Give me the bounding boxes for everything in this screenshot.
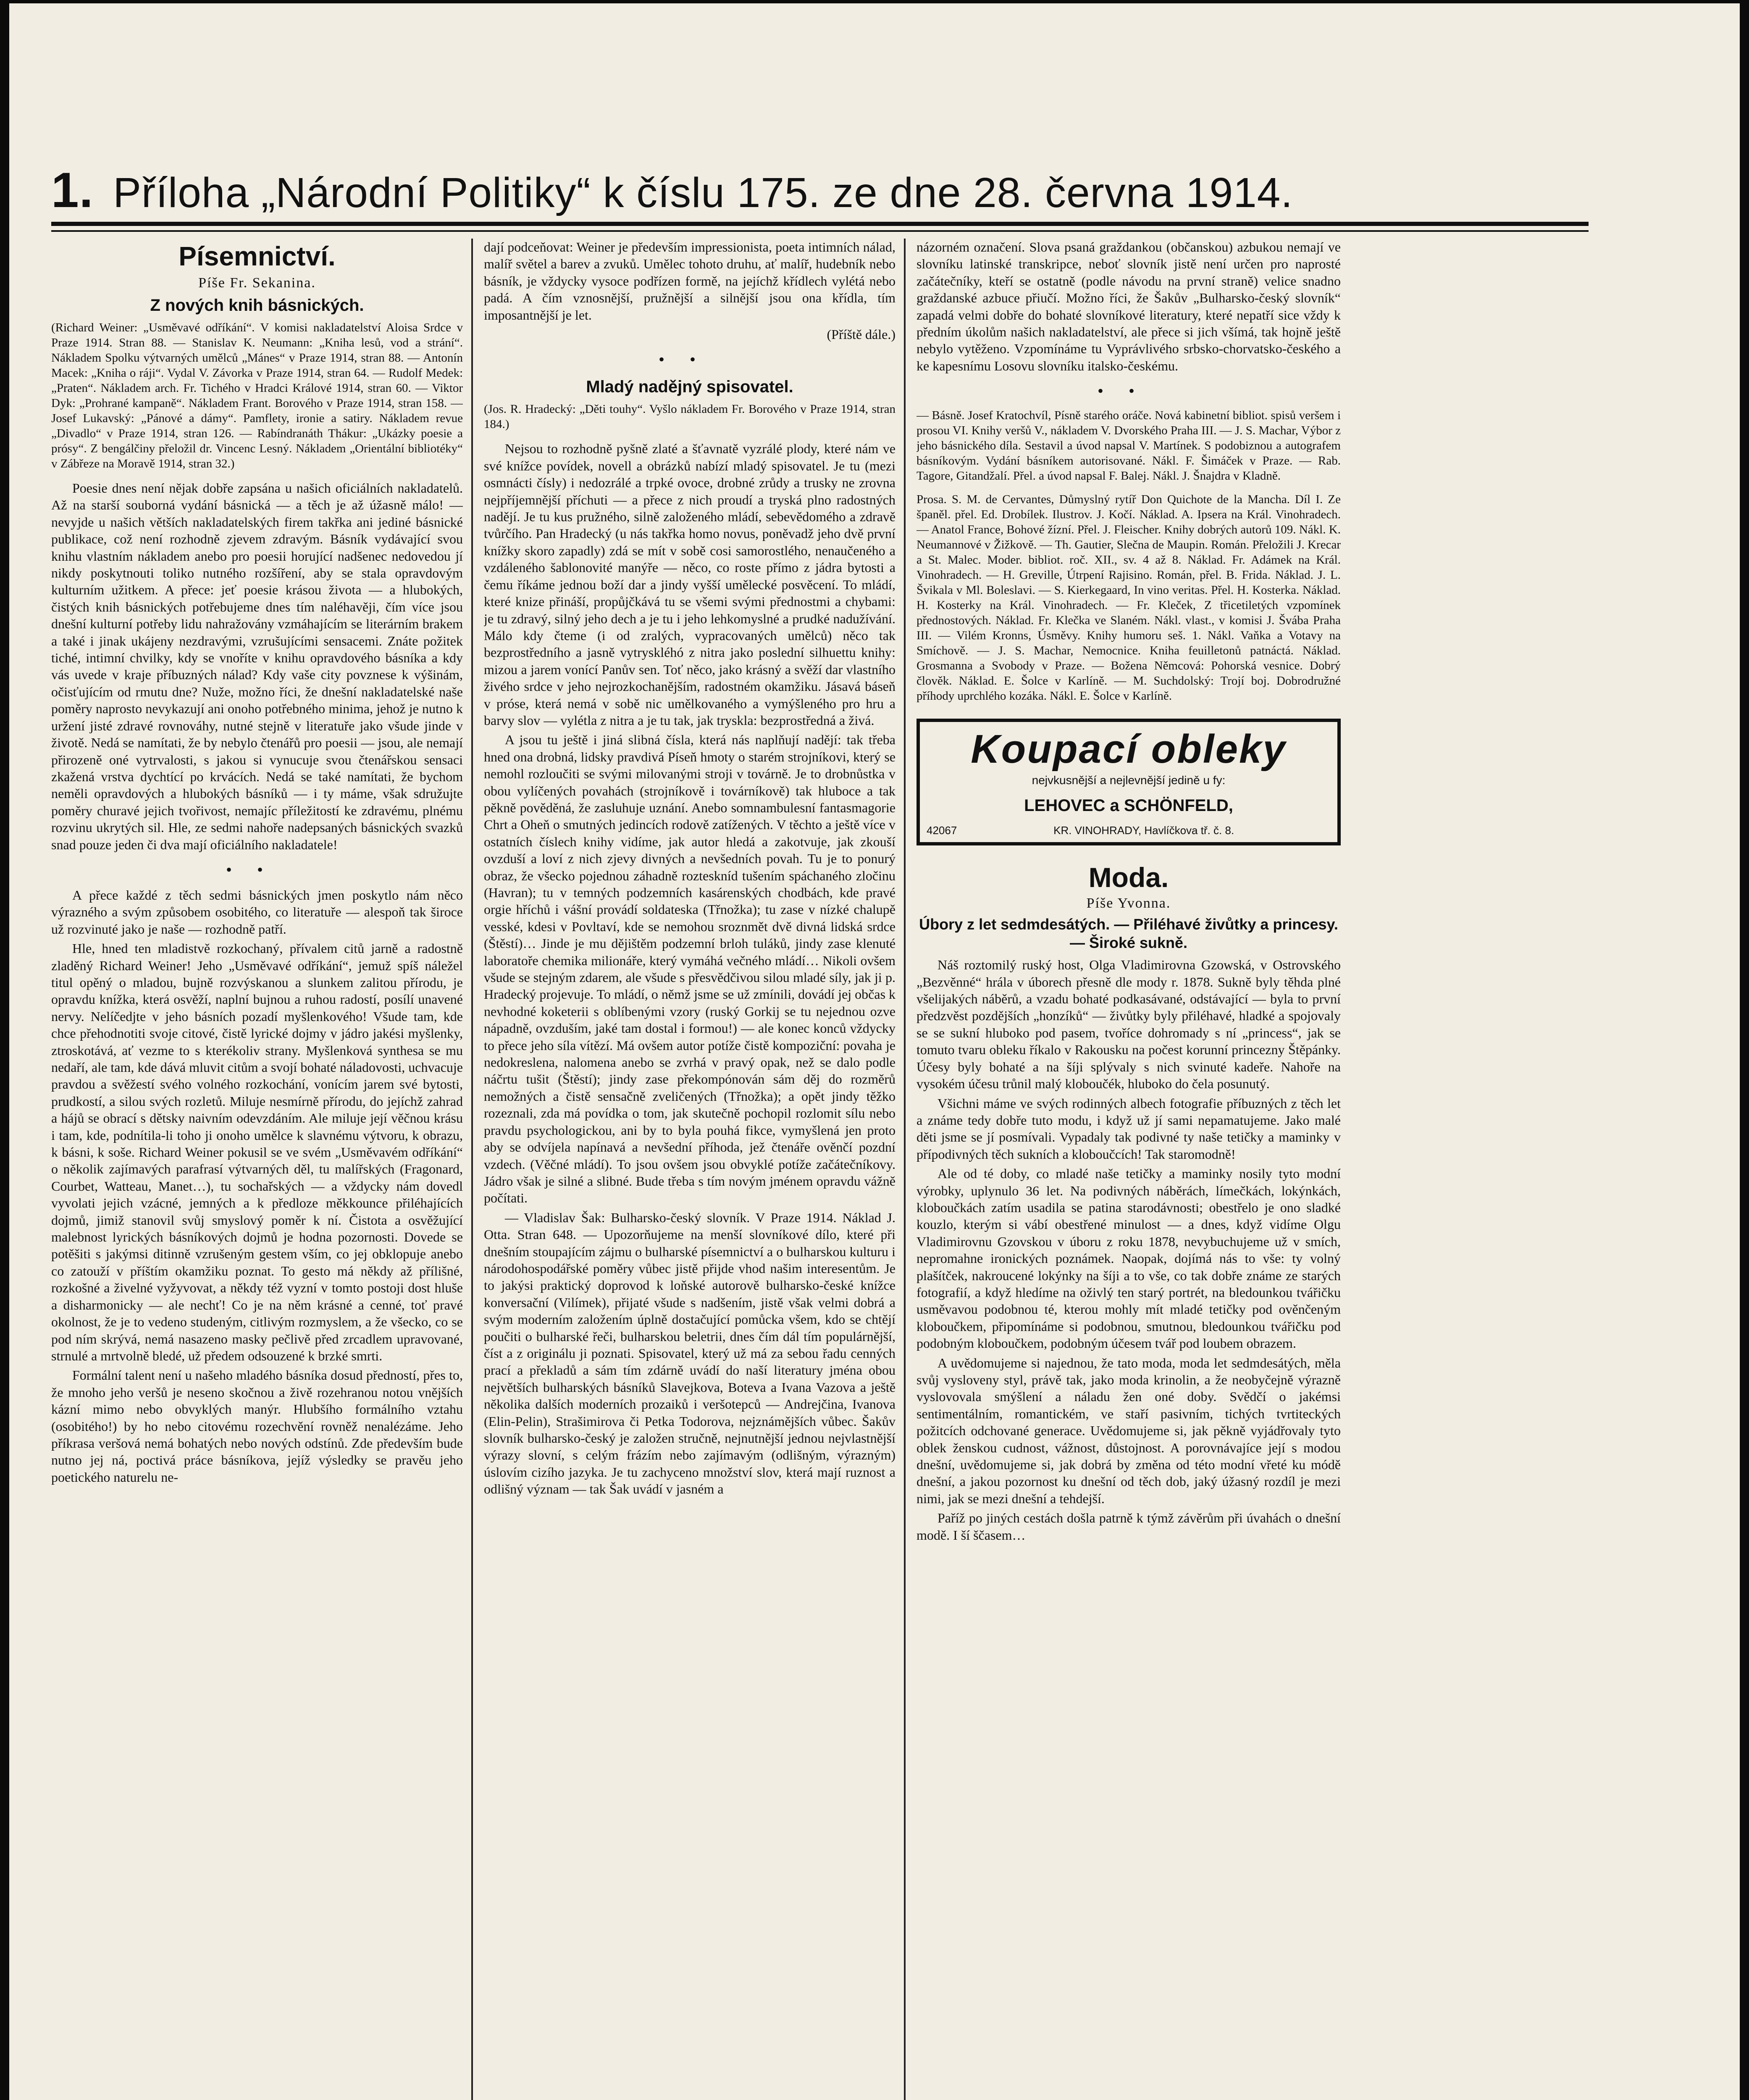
bibliography: (Jos. R. Hradecký: „Děti touhy“. Vyšlo nákladem Fr. Borového v Praze 1914, stran 184.): [484, 402, 896, 431]
paragraph: názorném označení. Slova psaná graždankou (občanskou) azbukou nemají ve slovníku latinské transkripce, neboť slovník jistě není určen pro naprosté začátečníky, kteří se ostatně (podle návodu na první straně) velice snadno graždanské azbuce přiučí. Možno říci, že Šakův „Bulharsko-český slovník“ zapadá velmi dobře do bohaté slovníkové literatury, které nepatří sice vždy k předním úkolům našich nakladatelství, ale přece si jich všímá, tak hojně ještě nebylo vytěženo. Vzpomínáme tu Vyprávlivého srbsko-chorvatsko-českého a ke kapesnímu Losovu slovníku italsko-českému.: [917, 239, 1341, 373]
ad-firm: LEHOVEC a SCHÖNFELD,: [1024, 796, 1233, 815]
masthead-rule-thin: [51, 230, 1589, 232]
column-divider: [471, 239, 473, 2100]
advertisement: [917, 719, 1341, 845]
section-title: Moda.: [1088, 862, 1169, 893]
paragraph: A přece každé z těch sedmi básnických jmen poskytlo nám něco výrazného a svým způsobem osobitého, co literatuře — alespoň tak široce už rozvinuté jako je naše — rozhodně patří.: [51, 887, 463, 937]
byline: Píše Yvonna.: [1086, 895, 1171, 911]
paragraph: Všichni máme ve svých rodinných albech fotografie příbuzných z těch let a známe tedy dobře tuto modu, i když už jí sami nepamatujeme. Jako malé děti jsme se jí posmívali. Vypadaly tak podivné ty naše tetičky a maminky v přípodivných těch sukních a kloboučcích! Tak staromodně!: [917, 1095, 1341, 1162]
separator-dots: ••: [658, 350, 721, 369]
paragraph: dají podceňovat: Weiner je především impressionista, poeta intimních nálad, malíř světel a barev a zvuků. Umělec tohoto druhu, ať malíř, hudebník nebo básník, je vždycky vysoce podřízen formě, na jejíchž křídlech vylétá nebo padá. A čím vznosnější, pružnější a silnější jsou ona křídla, tím imposantnější je let.: [484, 239, 896, 323]
supplement-number: 1.: [51, 163, 94, 218]
ad-subtitle: nejvkusnější a nejlevnější jedině u fy:: [1032, 774, 1226, 787]
newspaper-page: [9, 3, 1740, 2100]
right-column: [917, 239, 1341, 2100]
masthead: [51, 163, 1622, 218]
ad-address: KR. VINOHRADY, Havlíčkova tř. č. 8.: [1053, 824, 1234, 837]
article-subhead: Mladý nadějný spisovatel.: [586, 378, 793, 396]
middle-column: [484, 239, 896, 2100]
paragraph: Formální talent není u našeho mladého básníka dosud předností, přes to, že mnoho jeho veršů je neseno skočnou a živě rozehranou notou vnějších kázní mimo nebo obvyklých manýr. Hlubšího formálního vztahu (osobitého!) by ho nebo citovému rozechvění rovněž nenalézáme. Jeho příkrasa veršová nemá bohatých nebo nových odstínů. Zde především bude nutno jej ná, poctivá práce básníkova, jejíž výsledky se pravěu jeho poetického naturelu ne-: [51, 1368, 463, 1485]
masthead-title: Příloha „Národní Politiky“ k číslu 175. ze dne 28. června 1914.: [113, 169, 1293, 216]
ad-title: Koupací obleky: [971, 727, 1287, 772]
bibliography: (Richard Weiner: „Usměvavé odříkání“. V komisi nakladatelství Aloisa Srdce v Praze 1914. Stran 88. — Stanislav K. Neumann: „Kniha lesů, vod a strání“. Nákladem Spolku výtvarných umělců „Mánes“ v Praze 1914, stran 88. — Antonín Macek: „Kniha o ráji“. Vydal V. Závorka v Praze 1914, stran 64. — Rudolf Medek: „Praten“. Nákladem arch. Fr. Tichého v Hradci Králové 1914, stran 60. — Viktor Dyk: „Prohrané kampaně“. Nákladem Frant. Borového v Praze 1914, stran 158. — Josef Lukavský: „Pánové a dámy“. Pamflety, ironie a satiry. Nákladem revue „Divadlo“ v Praze 1914, stran 126. — Rabíndranáth Thákur: „Ukázky poesie a prósy“. Z bengálčiny přeložil dr. Vincenc Lesný. Nákladem „Orientální bibliotéky“ v Zábřeze na Moravě 1914, stran 32.): [51, 321, 463, 470]
ad-id: 42067: [927, 824, 957, 837]
paragraph: Hle, hned ten mladistvě rozkochaný, přívalem citů jarně a radostně zladěný Richard Weiner! Jeho „Usměvavé odříkání“, jemuž spíš náležel titul opěný o mladou, bujně rozvýskanou a slunkem zalitou přírodu, je opravdu knížka, která osvěží, naplní bujnou a ruhou radostí, posílí unavené nervy. Nelíčedjte v jeho básních pozadí myšlenkového! Všude tam, kde chce přehodnotiti svoje citové, čistě lyrické dojmy v jádro jakési myšlenky, ztroskotává, ať vezme to s kterékoliv strany. Myšlenková synthesa se mu nedaří, ale tam, kde dává mluvit citům a svojí bohaté náladovosti, uchvacuje pravdou a svěžestí svého volného rozkochání, vonícím jarem své bytosti, prudkostí, a silou svých rozletů. Miluje nesmírně přírodu, do jejíchž zahrad a hájů se obrací s dětsky naivním odevzdáním. Ale miluje její věčnou krásu i tam, kde, podnítila-li toho ji onoho umělce k slavnému výtvoru, k obrazu, k básni, k soše. Richard Weiner pokusil se ve svém „Usměvavém odříkání“ o několik zajímavých parafrasí výtvarných děl, tu malířských (Fragonard, Courbet, Watteau, Manet…), tu sochařských — a vždycky nám dovedl vyvolati jejich vzácné, jemných a k předloze měkkounce přiléhajících dojmů, jimiž stanovil svůj smyslový poměr k ní. Čistota a osvěžující malebnost lyrických básníkových dojmů je hodna pozornosti. Dovede se potěšiti s jakýmsi ditinně vzrušeným gestem vším, co jej obklopuje anebo co zatouží v příštím okamžiku poznat. To gesto má někdy až přílišné, rozkošné a živelné vyžyvovat, a někdy též vyzní v tomto postoji dost hluše a disharmonicky — ale nechť! Co je na něm krásné a cenné, toť pravé okolnost, že je to vedeno studeným, citlivým rozmyslem, a že všecko, co se pod ním skrývá, nemá nasazeno masky pečlivě před zrcadlem upravované, strnulé a mrtvolně bledé, už předem odsouzené k brzké smrti.: [51, 941, 463, 1363]
article-subhead: Z nových knih básnických.: [150, 296, 364, 315]
paragraph: Ale od té doby, co mladé naše tetičky a maminky nosily tyto modní výrobky, uplynulo 36 let. Na podivných náběrách, límečkách, lokýnkách, kloboučkách zatím usadila se patina starodávnosti; obestřelo je ono sladké kouzlo, kterým si vábí obestřené minulost — a dnes, když vidíme Olgu Vladimirovnu Gzovskou v úboru z roku 1878, nevybuchujeme už v smích, nepromahne ironických poznámek. Naopak, dojímá nás to vše: ty volný plašítček, nakroucené lokýnky na šíji a to vše, co tak dobře známe ze starých fotografií, a když hledíme na oživlý ten starý portrét, na bledounkou tvářičku usměvavou podobnou té, kterou mohly mít mladé tetičky pod ověnčeným kloboučkem, připomínáme si podobnou, smutnou, bledounkou tvářičku pod podobným kloboučkem, podobným účesem tvář pod loubem obrazem.: [917, 1166, 1341, 1351]
paragraph: Poesie dnes není nějak dobře zapsána u našich oficiálních nakladatelů. Až na starší souborná vydání básnická — a těch je až úžasně málo! — nevyjde u našich větších nakladatelských firem takřka ani jediné básnické publikace, což není rozhodně zjevem zdravým. Básník vydávající svou knihu vlastním nákladem anebo pro poesii horující nadšenec nedovedou jí nikdy poskytnouti toliko nutného rozšíření, aby se stala opravdovým kulturním užitkem. A přece: jeť poesie krásou života — a hlubokých, čistých knih básnických potřebujeme dnes tím naléhavěji, čím více jsou dnešní kulturní potřeby lidu nahražovány vzmáhajícím se literárním brakem a také i jinak ukájeny nezdravými, vzrušujícími sensacemi. Znáte požitek tiché, intimní chvilky, kdy se vnoříte v knihu opravdového básníka a kdy vás uvede v kraje příbuzných nálad? Kdy vaše city povznese k výšinám, očisťujícím od rmutu dne? Nuže, možno říci, že dnešní nakladatelské naše poměry naprosto nevykazují ani onoho potřebného minima, jehož je nutno k uržení jisté zdravé rovnováhy, nutné stejně v literatuře jako všude jinde v životě. Nedá se namítati, že by nebylo čtenářů pro poesii — jsou, ale nemají přirozeně oné vytrvalosti, s jakou si vynucuje svou čtenářskou sensaci zkažená vrstva dychtící po krvácích. Nedá se také namítati, že bychom neměli opravdových a hlubokých básníků — i ty máme, však sdružujte poměry churavé jejich tvořivost, nemajíc příležitostí ke zdravému, plnému rozvinu ukrytých sil. Hle, ze sedmi nahoře nadepsaných básnických svazků snad pouze jeden či dva mají oficiálního nakladatele!: [51, 480, 463, 852]
masthead-rule: [51, 222, 1589, 226]
paragraph: A uvědomujeme si najednou, že tato moda, moda let sedmdesátých, měla svůj vysloveny styl, právě tak, jako moda krinolin, a že neobyčejně výrazně vyslovovala smýšlení a náladu žen oné doby. Svědčí o jakémsi sentimentálním, romantickém, ve staří pasivním, tichých tvrtiteckých požitcích odchované generace. Uvědomujeme si, jak pěkně vyjádřovaly tyto oblek ženskou cudnost, vážnost, důstojnost. A porovnávajíce její s modou dnešní, uvědomujeme si, jak dobrá by změna od této modní vřeté ku módě dnešní, a jakou pozornost ku dnešní od těch dob, jaký úžasný rozdíl je mezi nimi, jak se mezi dnešní a tehdejší.: [917, 1355, 1341, 1506]
paragraph: Náš roztomilý ruský host, Olga Vladimirovna Gzowská, v Ostrovského „Bezvěnné“ hrála v úborech přesně dle mody r. 1878. Sukně byly těhda plné všelijakých náběrů, a vzadu bohaté podkasávané, odstávající — byla to první předzvěst pozdějších „honzíků“ — živůtky byly přiléhavé, hladké a spojovaly se se sukní hluboko pod pasem, tvoříce dohromady s ní „princess“, jak se tomuto tvaru obleku říkalo v Rakousku na počest korunní princezny Štěpánky. Účesy byly bohaté a na šíji splývaly s nich svinuté kadeře. Nahoře na vysokém účesu trůnil malý kloboučék, hluboko do čela posunutý.: [917, 957, 1341, 1092]
column-divider: [904, 239, 906, 2100]
notice: — Básně. Josef Kratochvíl, Písně starého oráče. Nová kabinetní bibliot. spisů veršem i prosou VI. Knihy veršů V., nákladem V. Dvorského Praha III. — J. S. Machar, Výbor z jeho básnického díla. Sestavil a úvod napsal V. Martínek. S podobiznou a autografem básníkovým. Vydání básníkem autorisované. Nákl. F. Šimáček v Praze. — Rab. Tagore, Gitandžalí. Přel. a úvod napsal F. Balej. Nákl. J. Šnajdra v Kladně.: [917, 409, 1341, 483]
paragraph: Paříž po jiných cestách došla patrně k týmž závěrům při úvahách o dnešní modě. I ší ščasem…: [917, 1510, 1341, 1543]
continued-note: (Příště dále.): [827, 327, 896, 342]
byline: Píše Fr. Sekanina.: [198, 275, 316, 291]
paragraph: A jsou tu ještě i jiná slibná čísla, která nás naplňují nadějí: tak třeba hned ona drobná, lidsky pravdivá Píseň hmoty o starém strojníkovi, který se nemohl rozloučiti se svými milovanými stroji v továrně. Je to drobnůstka v obou vylíčených povahách (strojníkově i továrníkově) tak hluboce a tak pěkně pověděná, že zasluhuje uznání. Anebo somnambulesní fantasmagorie Chrt a Oheň o smutných jedincích rodově zatížených. V těchto a ještě více v ostatních číslech knihy vidíme, jak autor hledá a zakotvuje, jak zkouší ovzduší a loví z nich zjevy divných a nevšedních povah. Tu je to ponurý obraz, že všecko pojednou záhadně rozteskníd tušením spáchaného zločinu (Havran); tu v temných podzemních kasárenských chodbách, kde pravé orgie hříchů i vášní provádí soldateska (Třnožka); tu zase v nízké chalupě vesské, kdesi v Povltaví, kde se nemohou sroznmět dvě divná lidská srdce (Štěstí)… Jinde je mu dějištěm podzemní brloh tuláků, jindy zase klenuté laboratoře chemika milionáře, který vymáhá večného mládí… Nikoli ovšem všude se stejným zdarem, ale všude s přesvědčivou silou mladé síly, jak ji p. Hradecký projevuje. To mládí, o němž jsme se už zmínili, dovádí jej občas k nevhodné koketerii s oblíbenými vzory (ruský Gorkij se tu nejednou ozve nápadně, ovzduším, jaké tam dostal i formou!) — ale konec konců vždycky to přece jeho síla vítězí. Má ovšem autor potíže čistě kompoziční: povaha je nedokreslena, nalomena anebo se zvrhá v pravý opak, než se dalo podle náčrtu tušit (Štěstí); jindy zase překompónován sám děj do rozměrů nemožných a čistě sensačně zveličených (Třnožka); a opět jindy těžko rozeznali, zda má povídka o tom, jak skutečně pochopil rozlomit sílu nebo pravdu psychologickou, ani by to byla pouhá fikce, vymyšlená jen proto aby se odvíjela napínavá a nevšední příhoda, jež čtenáře ověnčí pozdní vzdech. (Věčné mládí). To jsou ovšem jsou obvyklé potíže začátečníkovy. Jádro však je silné a slibné. Bude třeba s tím novým jménem opravdu vážně počítati.: [484, 732, 896, 1206]
article-subhead: Úbory z let sedmdesátých. — Přiléhavé živůtky a princesy. — Široké sukně.: [919, 916, 1338, 952]
separator-dots: ••: [226, 860, 288, 879]
paragraph: — Vladislav Šak: Bulharsko-český slovník. V Praze 1914. Náklad J. Otta. Stran 648. — Upozorňujeme na menší slovníkové dílo, které při dnešním stoupajícím zájmu o bulharské písemnictví a o bulharskou kulturu i národohospodářské poměry vůbec jistě přijde vhod našim interesentům. Je to jakýsi praktický doprovod k loňské autorově bulharsko-české knížce konversační (Vilímek), přijaté všude s nadšením, jistě však velmi dobrá a svým moderním založením úplně dostačující pomůcka všem, kdo se chtějí poučiti o bulharské řeči, bulharskou beletrii, dnes čím dál tím populárnější, číst a z originálu ji poznati. Spisovatel, který už má za sebou řadu cenných prací a překladů a sám tím zdárně uvádí do naší literatury jména obou největších bulharských básníků Slavejkova, Boteva a Ivana Vazova a ještě několika dalších moderních prozaiků i veršotepců — Andrejčina, Ivanova (Elin-Pelin), Strašimirova či Petka Todorova, nejznámějších vůbec. Šakův slovník bulharsko-český je založen stručně, nejnutnější jednou nejvlastnější výrazy slovní, s celým frázím nebo zajímavým (odlišným, výrazným) úslovím cizího jazyka. Je tu zachyceno množství slov, která mají ruznost a odlišný význam — tak Šak uvádí v jasném a: [484, 1210, 896, 1497]
left-column: [51, 239, 463, 2100]
notice: Prosa. S. M. de Cervantes, Důmyslný rytíř Don Quichote de la Mancha. Díl I. Ze španěl. přel. Ed. Drobílek. Ilustrov. J. Kočí. Náklad. A. Ipsera na Král. Vinohradech. — Anatol France, Bohové žízní. Přel. J. Fleischer. Knihy dobrých autorů 109. Nákl. K. Neumannové v Žižkově. — Th. Gautier, Slečna de Maupin. Román. Přeložili J. Krecar a St. Malec. Moder. bibliot. roč. XII., sv. 4 až 8. Náklad. Fr. Adámek na Král. Vinohradech. — H. Greville, Útrpení Rajisino. Román, přel. B. Frida. Náklad. J. L. Švikala v Ml. Boleslavi. — S. Kierkegaard, In vino veritas. Přel. H. Kosterka. Náklad. H. Kosterky na Král. Vinohradech. — Fr. Kleček, Z třicetiletých vzpomínek přednostových. Náklad. Fr. Klečka ve Slaném. Nákl. vlast., v komisi J. Švába Praha III. — Vilém Kronns, Úsměvy. Knihy humoru seš. 1. Nákl. Vaňka a Votavy na Smíchově. — J. S. Machar, Nemocnice. Kniha feuilletonů patnáctá. Náklad. Grosmanna a Svobody v Praze. — Božena Němcová: Pohorská vesnice. Dobrý člověk. Náklad. E. Šolce v Karlíně. — M. Suchdolský: Trojí boj. Dobrodružné příhody uprchlého kozáka. Nákl. E. Šolce v Karlíně.: [917, 493, 1341, 703]
ad-address-line: [927, 823, 1331, 838]
paragraph: Nejsou to rozhodně pyšně zlaté a šťavnatě vyzrálé plody, které nám ve své knížce povídek, novell a obrázků nabízí mladý spisovatel. Je tu (mezi osmnácti čísly) i nedozrálé a trpké ovoce, drobné zrůdy a trusky ne zrovna nejpříjemnější příchuti — a přece z nich proudí a tryská plno radostných nadějí. Je tu kus pružného, silně založeného mládí, sebevědomého a zdravě tvůrčího. Pan Hradecký (u nás takřka homo novus, poněvadž jeho dvě první knížky skoro zapadly) zdá se mít v sobě cosi samorostlého, nenaučeného a vzdáleného šablonovité manýře — něco, co roste přímo z jádra bytosti a čemu říkáme jednou boží dar a jindy vyšší umělecké posvěcení. To mládí, které knize přináší, propůjčkává tu se všemi svými přednostmi a chybami: je tu zdravý, silný jeho dech a je tu i jeho lehkomyslné a prudké nadužívání. Málo kdy čteme (i od zralých, vypracovaných umělců) něco tak bezprostředního a jasně vytryskléhó z nitra jako poslední silhuettu knihy: mizou a jarem vonící Panův sen. Toť něco, jako krásný a svěží dar vlastního živého srdce v jeho nejrozkochanějším, radostném okamžiku. Jásavá báseň v próse, která nemá v sobě nic umělkovaného a vymýšleného pro hru a barvy slov — vylétla z nitra a je tu tak, jak tryskla: bezprostředná a živá.: [484, 441, 896, 728]
section-title: Písemnictví.: [179, 241, 336, 271]
separator-dots: ••: [1097, 381, 1160, 401]
